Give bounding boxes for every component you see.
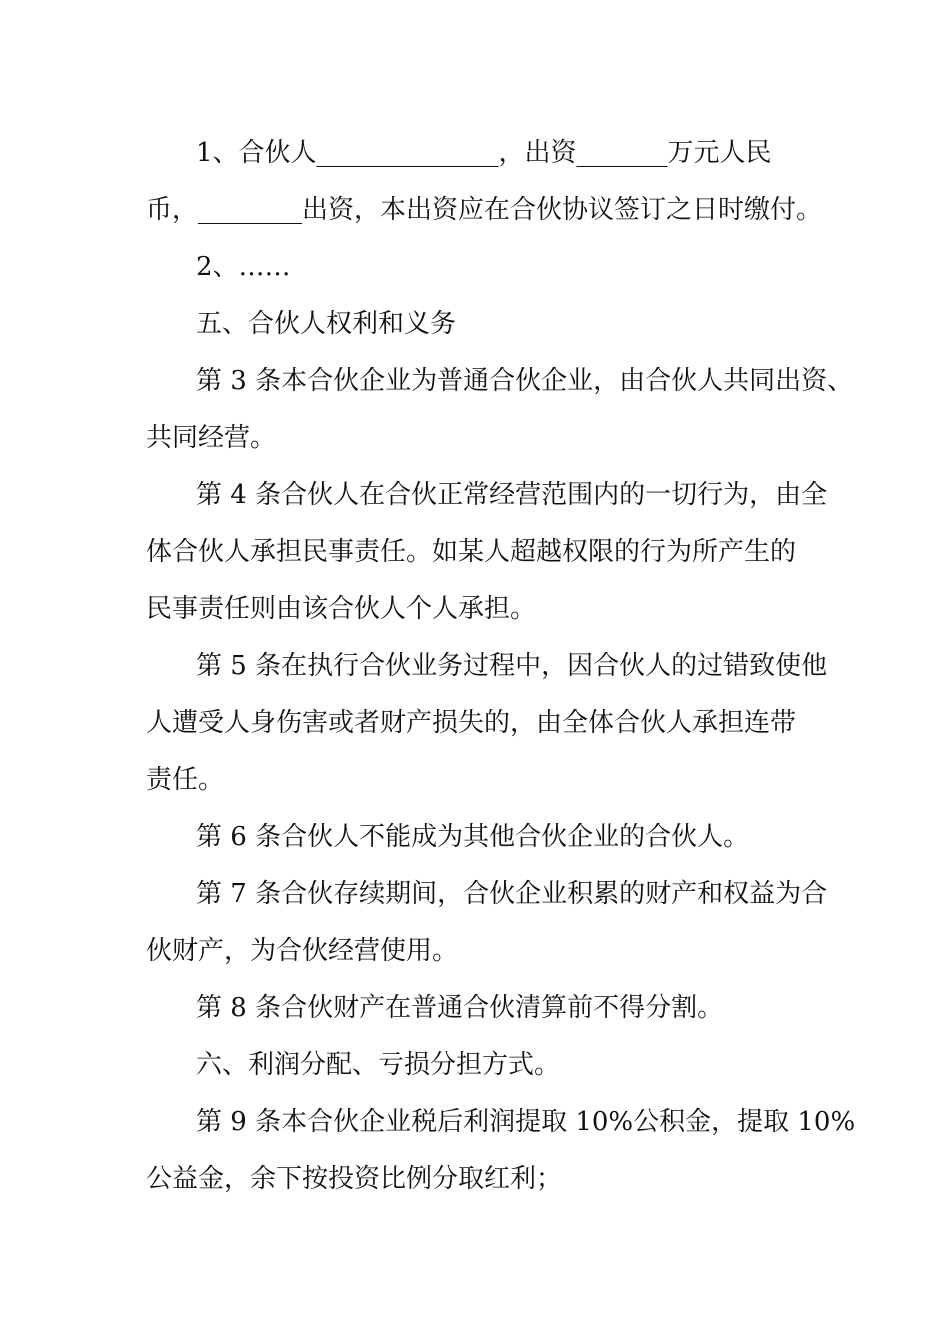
text-line-3: 2、…… xyxy=(196,252,291,282)
article-4-line-2: 体合伙人承担民事责任。如某人超越权限的行为所产生的 xyxy=(146,537,797,567)
article-5-line-2: 人遭受人身伤害或者财产损失的，由全体合伙人承担连带 xyxy=(146,708,797,738)
article-4-line-3: 民事责任则由该合伙人个人承担。 xyxy=(146,594,537,624)
article-6-line-1: 第 6 条合伙人不能成为其他合伙企业的合伙人。 xyxy=(196,822,750,852)
article-5-line-3: 责任。 xyxy=(146,765,225,795)
article-3-line-1: 第 3 条本合伙企业为普通合伙企业，由合伙人共同出资、 xyxy=(196,366,854,396)
section-heading-6: 六、利润分配、亏损分担方式。 xyxy=(196,1050,561,1080)
article-7-line-1: 第 7 条合伙存续期间，合伙企业积累的财产和权益为合 xyxy=(196,879,828,909)
article-9-line-2: 公益金，余下按投资比例分取红利； xyxy=(146,1164,563,1194)
text-line-1: 1、合伙人______________，出资_______万元人民 xyxy=(196,138,772,168)
article-5-line-1: 第 5 条在执行合伙业务过程中，因合伙人的过错致使他 xyxy=(196,651,828,681)
article-4-line-1: 第 4 条合伙人在合伙正常经营范围内的一切行为，由全 xyxy=(196,480,828,510)
article-9-line-1: 第 9 条本合伙企业税后利润提取 10%公积金，提取 10% xyxy=(196,1107,856,1137)
text-line-2: 币，________出资，本出资应在合伙协议签订之日时缴付。 xyxy=(146,195,823,225)
article-3-line-2: 共同经营。 xyxy=(146,423,277,453)
section-heading-5: 五、合伙人权利和义务 xyxy=(196,309,457,339)
article-8-line-1: 第 8 条合伙财产在普通合伙清算前不得分割。 xyxy=(196,993,724,1023)
article-7-line-2: 伙财产，为合伙经营使用。 xyxy=(146,936,459,966)
